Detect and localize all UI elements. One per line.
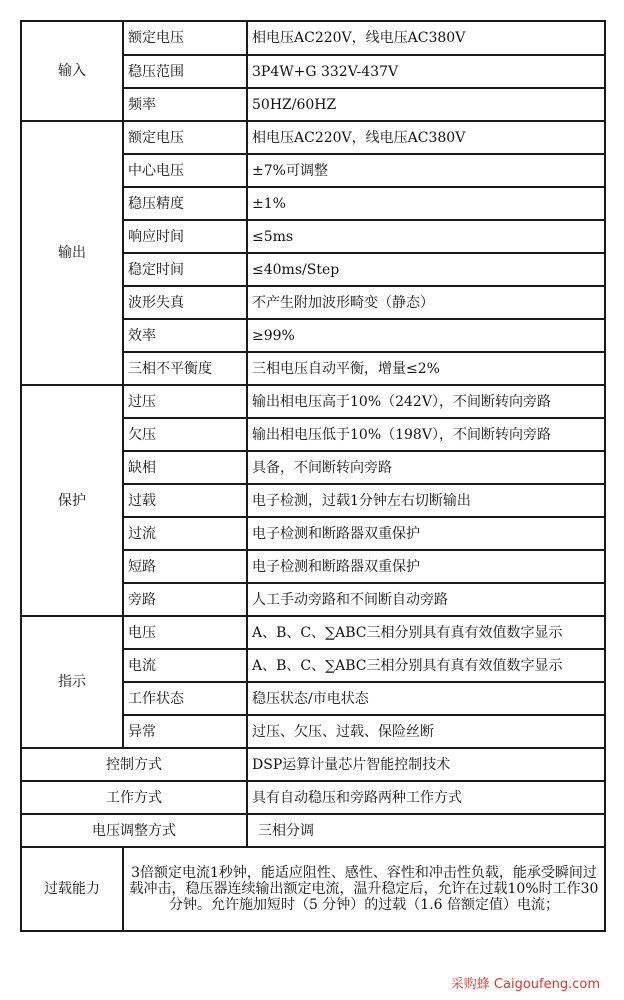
row-label: 稳压精度	[123, 187, 247, 220]
row-label: 中心电压	[123, 154, 247, 187]
table-row	[21, 21, 605, 55]
voltage-adjust-value: 三相分调	[247, 814, 605, 847]
row-value: ≤40ms/Step	[247, 253, 605, 286]
row-value: ±1%	[247, 187, 605, 220]
row-value: 相电压AC220V，线电压AC380V	[247, 121, 605, 154]
row-label: 稳定时间	[123, 253, 247, 286]
row-value: ≥99%	[247, 319, 605, 352]
row-value: ±7%可调整	[247, 154, 605, 187]
row-label: 电压	[123, 616, 247, 649]
row-value: A、B、C、∑ABC三相分别具有真有效值数字显示	[247, 649, 605, 682]
row-label: 三相不平衡度	[123, 352, 247, 385]
row-label: 稳压范围	[123, 55, 247, 88]
work-mode-label: 工作方式	[21, 781, 247, 814]
row-value: 输出相电压低于10%（198V），不间断转向旁路	[247, 418, 605, 451]
spec-table	[20, 20, 606, 932]
table-row	[21, 781, 605, 814]
voltage-adjust-label: 电压调整方式	[21, 814, 247, 847]
row-label: 缺相	[123, 451, 247, 484]
row-label: 欠压	[123, 418, 247, 451]
section-output-title: 输出	[21, 121, 123, 385]
row-value: 具备，不间断转向旁路	[247, 451, 605, 484]
row-value: 人工手动旁路和不间断自动旁路	[247, 583, 605, 616]
row-label: 频率	[123, 88, 247, 121]
table-row	[21, 814, 605, 847]
control-mode-label: 控制方式	[21, 748, 247, 781]
table-row	[21, 847, 605, 931]
row-label: 异常	[123, 715, 247, 748]
overload-text: 3倍额定电流1秒钟，能适应阻性、感性、容性和冲击性负载，能承受瞬间过载冲击，稳压器连续输出额定电流，温升稳定后，允许在过载10%时工作30 分钟。允许施加短时（5 分钟）的过载（1.6 倍额定值）电流；	[123, 847, 605, 931]
table-row	[21, 616, 605, 649]
row-label: 额定电压	[123, 21, 247, 55]
row-value: A、B、C、∑ABC三相分别具有真有效值数字显示	[247, 616, 605, 649]
section-input-title: 输入	[21, 21, 123, 121]
row-label: 过压	[123, 385, 247, 418]
row-value: 稳压状态/市电状态	[247, 682, 605, 715]
row-value: 电子检测和断路器双重保护	[247, 550, 605, 583]
row-label: 短路	[123, 550, 247, 583]
work-mode-value: 具有自动稳压和旁路两种工作方式	[247, 781, 605, 814]
row-value: 三相电压自动平衡，增量≤2%	[247, 352, 605, 385]
row-value: 50HZ/60HZ	[247, 88, 605, 121]
watermark-logo: 采购蜂 Caigoufeng.com	[449, 973, 602, 992]
table-row	[21, 121, 605, 154]
row-value: 电子检测，过载1分钟左右切断输出	[247, 484, 605, 517]
row-value: 3P4W+G 332V-437V	[247, 55, 605, 88]
row-label: 电流	[123, 649, 247, 682]
control-mode-value: DSP运算计量芯片智能控制技术	[247, 748, 605, 781]
row-value: ≤5ms	[247, 220, 605, 253]
section-indication-title: 指示	[21, 616, 123, 748]
row-label: 过载	[123, 484, 247, 517]
row-value: 输出相电压高于10%（242V），不间断转向旁路	[247, 385, 605, 418]
section-protection-title: 保护	[21, 385, 123, 616]
row-label: 过流	[123, 517, 247, 550]
row-value: 相电压AC220V，线电压AC380V	[247, 21, 605, 55]
row-label: 额定电压	[123, 121, 247, 154]
row-label: 波形失真	[123, 286, 247, 319]
row-value: 不产生附加波形畸变（静态）	[247, 286, 605, 319]
overload-label: 过载能力	[21, 847, 123, 931]
row-label: 工作状态	[123, 682, 247, 715]
row-value: 电子检测和断路器双重保护	[247, 517, 605, 550]
row-label: 效率	[123, 319, 247, 352]
table-row	[21, 748, 605, 781]
table-row	[21, 385, 605, 418]
row-label: 旁路	[123, 583, 247, 616]
row-value: 过压、欠压、过载、保险丝断	[247, 715, 605, 748]
row-label: 响应时间	[123, 220, 247, 253]
